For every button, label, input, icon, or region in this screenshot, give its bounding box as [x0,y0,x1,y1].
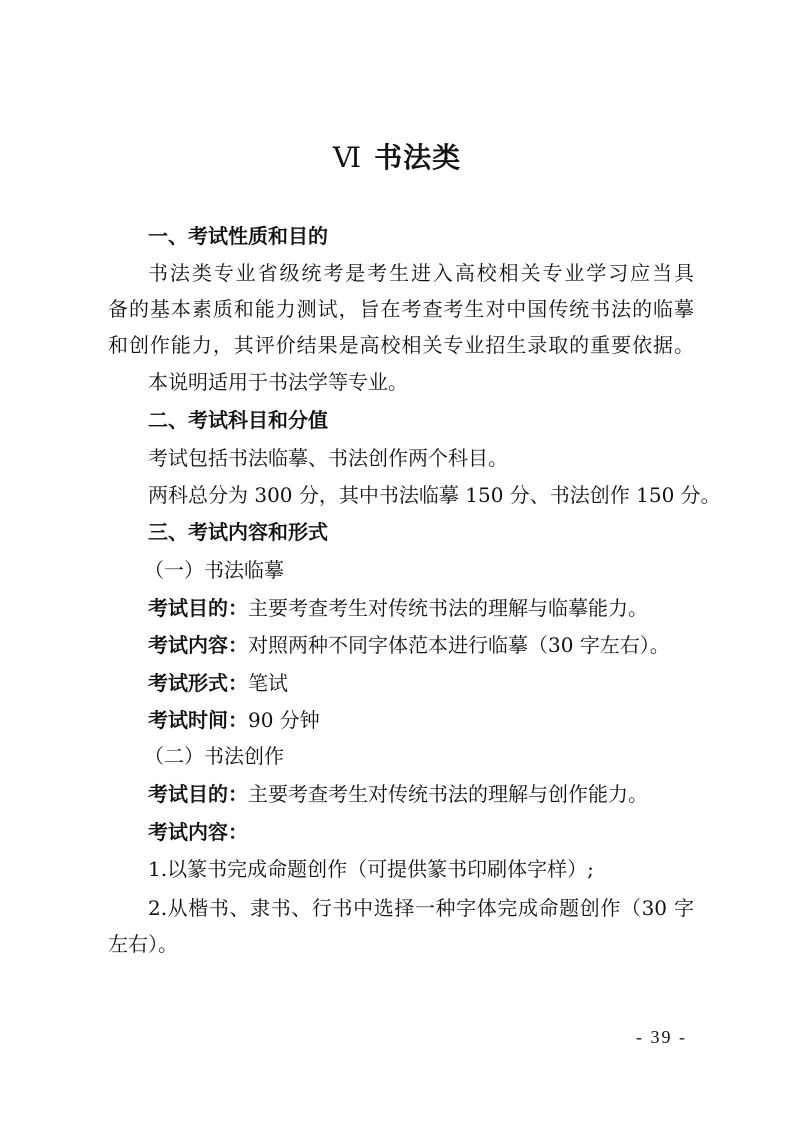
purpose-row [148,782,694,806]
purpose-row [148,596,694,620]
content-row [148,820,694,844]
title-roman-numeral: Ⅵ [332,143,363,174]
section-heading-1: 一、考试性质和目的 [148,224,328,248]
paragraph-line: 和创作能力，其评价结果是高校相关专业招生录取的重要依据。 [108,333,694,357]
form-label: 考试形式： [148,671,248,695]
paragraph-line: 备的基本素质和能力测试，旨在考查考生对中国传统书法的临摹 [108,297,694,321]
purpose-text: 主要考查考生对传统书法的理解与临摹能力。 [248,596,648,620]
time-row [148,708,694,732]
subsection-title: （二）书法创作 [144,744,284,768]
title-text: 书法类 [374,141,462,174]
list-item-continuation: 左右）。 [108,932,178,956]
purpose-label: 考试目的： [148,596,248,620]
purpose-text: 主要考查考生对传统书法的理解与创作能力。 [248,782,648,806]
page-number: - 39 - [636,1027,687,1047]
paragraph-line: 本说明适用于书法学等专业。 [148,370,408,394]
subsection-title: （一）书法临摹 [144,558,284,582]
content-row [148,633,694,657]
page-title [0,138,794,179]
section-heading-2: 二、考试科目和分值 [148,408,328,432]
content-text: 对照两种不同字体范本进行临摹（30 字左右）。 [248,633,670,657]
time-text: 90 分钟 [248,708,320,732]
paragraph-line: 书法类专业省级统考是考生进入高校相关专业学习应当具 [148,261,694,285]
paragraph-line: 两科总分为 300 分，其中书法临摹 150 分、书法创作 150 分。 [148,483,721,507]
form-text: 笔试 [248,671,288,695]
paragraph-line: 考试包括书法临摹、书法创作两个科目。 [148,446,508,470]
time-label: 考试时间： [148,708,248,732]
section-heading-3: 三、考试内容和形式 [148,520,328,544]
list-item: 2.从楷书、隶书、行书中选择一种字体完成命题创作（30 字 [148,896,694,920]
content-label: 考试内容： [148,633,248,657]
form-row [148,671,694,695]
purpose-label: 考试目的： [148,782,248,806]
content-label: 考试内容： [148,820,248,844]
list-item: 1.以篆书完成命题创作（可提供篆书印刷体字样）; [148,857,594,881]
